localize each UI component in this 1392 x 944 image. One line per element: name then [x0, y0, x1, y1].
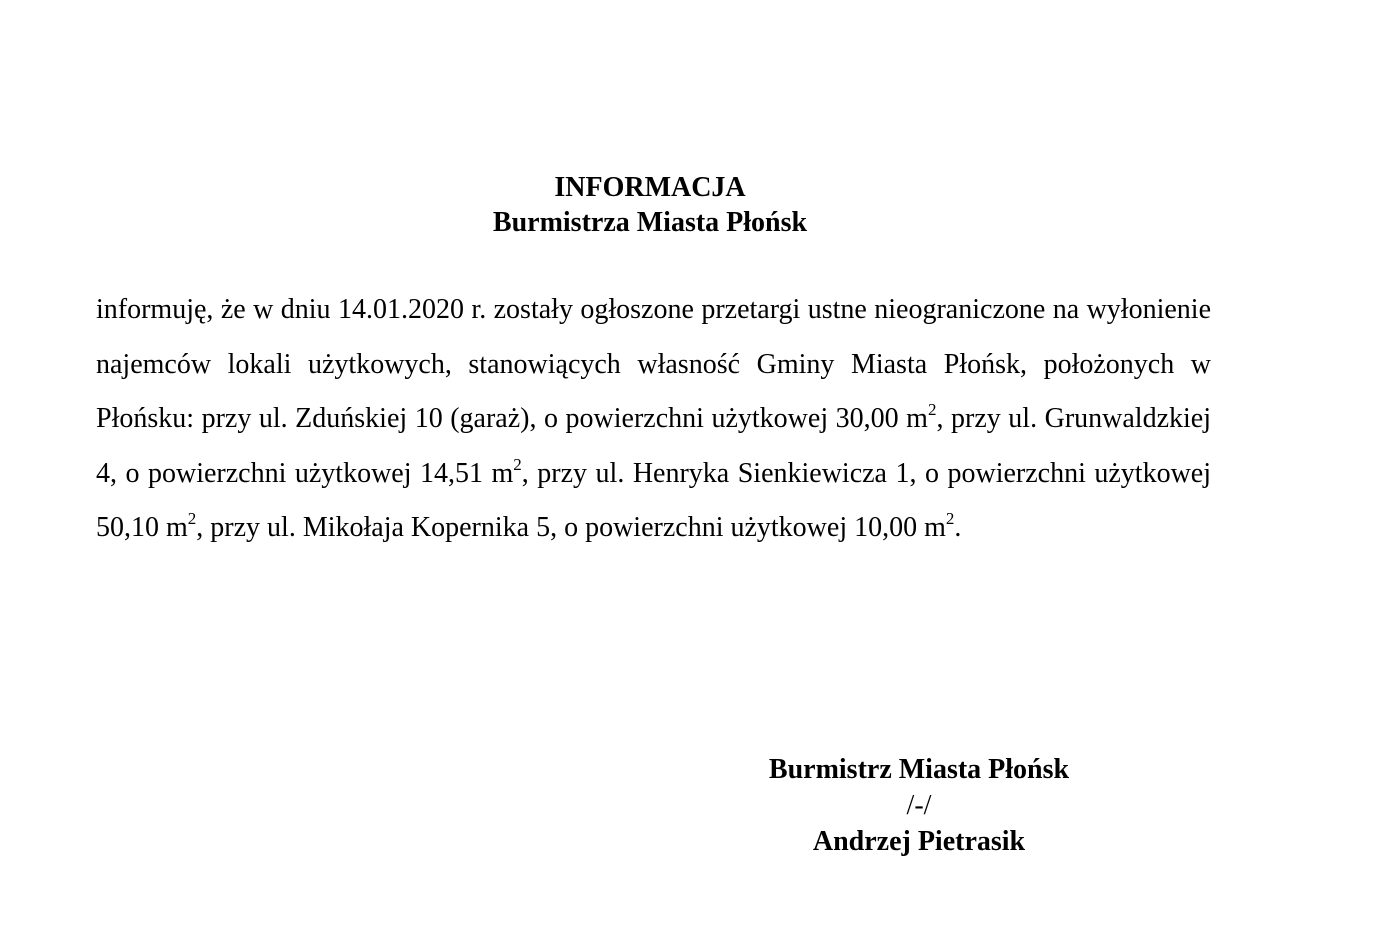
body-segment-1: informuję, że w dniu 14.01.2020 r. zostały ogłoszone przetargi ustne nieograniczone na wyłonienie najemców lokali użytkowych, stanowiących własność Gminy Miasta Płońsk, położonych w Płońsku: przy ul. Zduńskiej 10 (garaż), o powierzchni użytkowej 30,00 m [96, 294, 1211, 434]
body-segment-2: , przy ul. Grunwaldzkiej 4, o powierzchni użytkowej 14,51 m [96, 403, 1211, 489]
signature-block [740, 752, 1098, 860]
document-subtitle: Burmistrza Miasta Płońsk [492, 207, 808, 238]
body-segment-3: , przy ul. Henryka Sienkiewicza 1, o powierzchni użytkowej 50,10 m [96, 457, 1211, 543]
body-segment-4: , przy ul. Mikołaja Kopernika 5, o powierzchni użytkowej 10,00 m [196, 512, 946, 543]
area-unit-superscript: 2 [927, 400, 937, 419]
area-unit-superscript: 2 [187, 509, 197, 528]
document-title: INFORMACJA [554, 172, 746, 203]
signatory-name: Andrzej Pietrasik [812, 826, 1026, 857]
body-segment-5: . [954, 512, 962, 543]
area-unit-superscript: 2 [513, 454, 522, 474]
signature-mark: /-/ [906, 790, 932, 821]
area-unit-superscript: 2 [945, 509, 955, 528]
signatory-role: Burmistrz Miasta Płońsk [768, 754, 1070, 785]
announcement-body [96, 283, 1211, 556]
document-header [96, 170, 1210, 240]
